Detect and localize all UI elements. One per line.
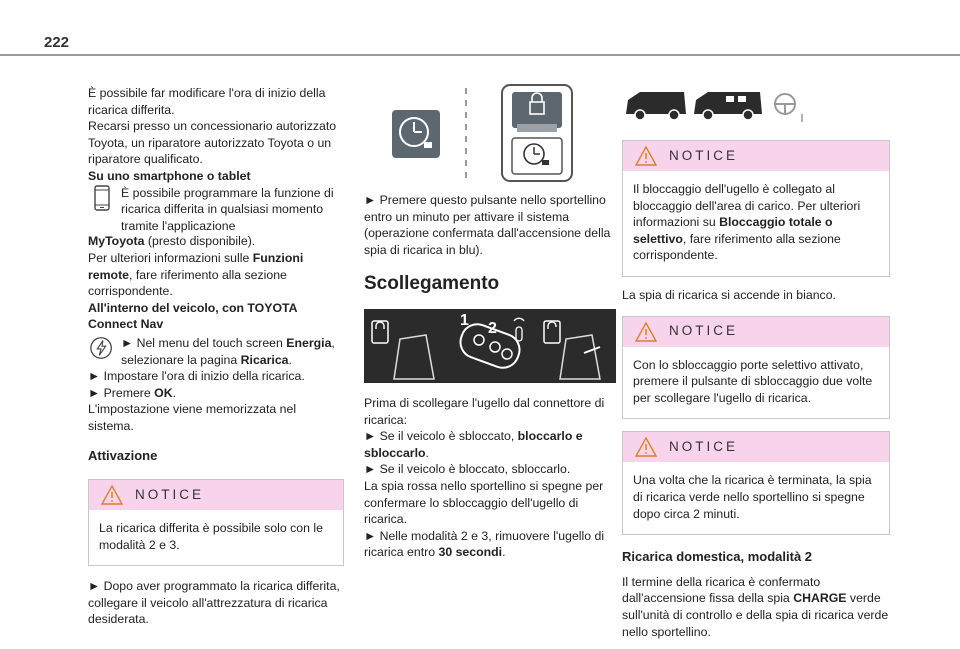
- text: .: [425, 445, 429, 460]
- page-number: 222: [44, 34, 70, 51]
- paragraph: L'impostazione viene memorizzata nel sistema.: [88, 402, 297, 433]
- notice-box: [88, 479, 344, 566]
- notice-text: La ricarica differita è possibile solo con le modalità 2 e 3.: [99, 521, 323, 552]
- notice-header: [623, 141, 889, 171]
- text: Il termine della ricarica è confermato dall'accensione fissa della spia: [622, 574, 821, 606]
- warning-icon: [101, 485, 123, 505]
- text-bold: OK: [154, 385, 173, 400]
- text: .: [288, 352, 292, 367]
- notice-title: NOTICE: [135, 486, 205, 502]
- notice-box: [622, 140, 890, 277]
- text: (presto disponibile).: [144, 234, 256, 249]
- notice-title: NOTICE: [669, 323, 739, 339]
- step: ► Se il veicolo è bloccato, sbloccarlo.: [364, 462, 571, 477]
- smartphone-text: [121, 185, 344, 235]
- smartphone-row: [88, 185, 344, 235]
- notice-box: [622, 316, 890, 420]
- column-left: [88, 85, 344, 628]
- key-number-1: 1: [460, 311, 469, 329]
- text: .: [502, 545, 506, 560]
- paragraph: ► Dopo aver programmato la ricarica differita, collegare il veicolo all'attrezzatura di ricarica desiderata.: [88, 579, 340, 627]
- text: ► Nel menu del touch screen: [121, 335, 287, 350]
- text-bold: bloccarlo e sbloccarlo: [364, 429, 583, 460]
- paragraph: [88, 250, 344, 300]
- warning-icon: [635, 437, 657, 457]
- top-divider: [0, 54, 960, 56]
- step-text: [121, 335, 344, 368]
- text: È possibile programmare la funzione di ricarica differita in qualsiasi momento tramite l'applicazione: [121, 185, 334, 233]
- step: [364, 428, 620, 461]
- paragraph: Prima di scollegare l'ugello dal connettore di ricarica:: [364, 395, 605, 427]
- paragraph: Recarsi presso un concessionario autorizzato Toyota, un riparatore autorizzato Toyota o un riparatore qualificato.: [88, 119, 337, 167]
- text-bold: Energia: [286, 335, 332, 350]
- text: verde sull'unità di controllo e della spia di ricarica verde nello sportellino.: [622, 591, 889, 639]
- subheading-smartphone: Su uno smartphone o tablet: [88, 168, 251, 183]
- touchscreen-icon: [88, 335, 116, 361]
- text: Il bloccaggio dell'ugello è collegato al bloccaggio dell'area di carico. Per ulteriori informazioni su: [633, 182, 861, 230]
- text-bold: 30 secondi: [438, 545, 503, 560]
- clock-plug-icon: [364, 82, 574, 184]
- notice-title: NOTICE: [669, 439, 739, 455]
- paragraph: La spia rossa nello sportellino si spegne per confermare lo sbloccaggio dell'ugello di ricarica.: [364, 478, 604, 527]
- key-number-2: 2: [488, 319, 497, 337]
- text-bold: CHARGE: [793, 591, 847, 606]
- lock-icon: [364, 309, 616, 383]
- notice-header: [89, 480, 343, 510]
- subheading-activation: Attivazione: [88, 448, 158, 464]
- text: .: [172, 385, 177, 400]
- text-bold: Funzioni remote: [88, 250, 304, 282]
- column-middle: [364, 82, 620, 561]
- touchscreen-row: [88, 335, 344, 368]
- step: [88, 385, 344, 402]
- warning-icon: [635, 322, 657, 342]
- step: [364, 528, 620, 561]
- paragraph: La spia di ricarica si accende in bianco.: [622, 287, 836, 302]
- notice-box: [622, 431, 890, 535]
- app-name: MyToyota: [88, 234, 145, 249]
- step: ► Impostare l'ora di inizio della ricarica.: [88, 369, 305, 384]
- column-right: [622, 82, 890, 640]
- notice-text: Con lo sbloccaggio porte selettivo attivato, premere il pulsante di sbloccaggio due volte per scollegare l'ugello di ricarica.: [633, 357, 873, 405]
- text: , selezionare la pagina: [121, 335, 335, 367]
- notice-title: NOTICE: [669, 147, 739, 163]
- paragraph: È possibile far modificare l'ora di inizio della ricarica differita.: [88, 86, 326, 117]
- text-bold: Ricarica: [240, 352, 289, 367]
- vehicle-icons: [622, 82, 890, 126]
- notice-header: [623, 317, 889, 347]
- subheading-domestic: Ricarica domestica, modalità 2: [622, 549, 813, 565]
- text: , fare riferimento alla sezione corrispondente.: [633, 231, 841, 263]
- notice-text: Una volta che la ricarica è terminata, la spia di ricarica verde nello sportellino si spegne dopo circa 2 minuti.: [633, 473, 872, 521]
- paragraph: [88, 233, 344, 250]
- text-bold: Bloccaggio totale o selettivo: [633, 215, 833, 246]
- text: ► Se il veicolo è sbloccato,: [364, 429, 518, 444]
- notice-text: [623, 171, 889, 276]
- heading-unplug: Scollegamento: [364, 273, 500, 295]
- text: , fare riferimento alla sezione corrispondente.: [88, 267, 287, 299]
- subheading-vehicle: All'interno del veicolo, con TOYOTA Connect Nav: [88, 300, 298, 332]
- notice-header: [623, 432, 889, 462]
- warning-icon: [635, 146, 657, 166]
- text: ► Premere: [88, 385, 155, 400]
- unplug-illustration: [364, 309, 616, 383]
- smartphone-icon: [88, 185, 116, 211]
- text: ► Nelle modalità 2 e 3, rimuovere l'ugello di ricarica entro: [364, 528, 605, 560]
- text: Per ulteriori informazioni sulle: [88, 250, 253, 265]
- paragraph: [622, 574, 890, 640]
- paragraph: ► Premere questo pulsante nello sportellino entro un minuto per attivare il sistema (operazione confermata dall'accensione della spia di ricarica in blu).: [364, 193, 611, 257]
- van-icon: [622, 84, 812, 124]
- charging-flap-illustration: [364, 82, 620, 184]
